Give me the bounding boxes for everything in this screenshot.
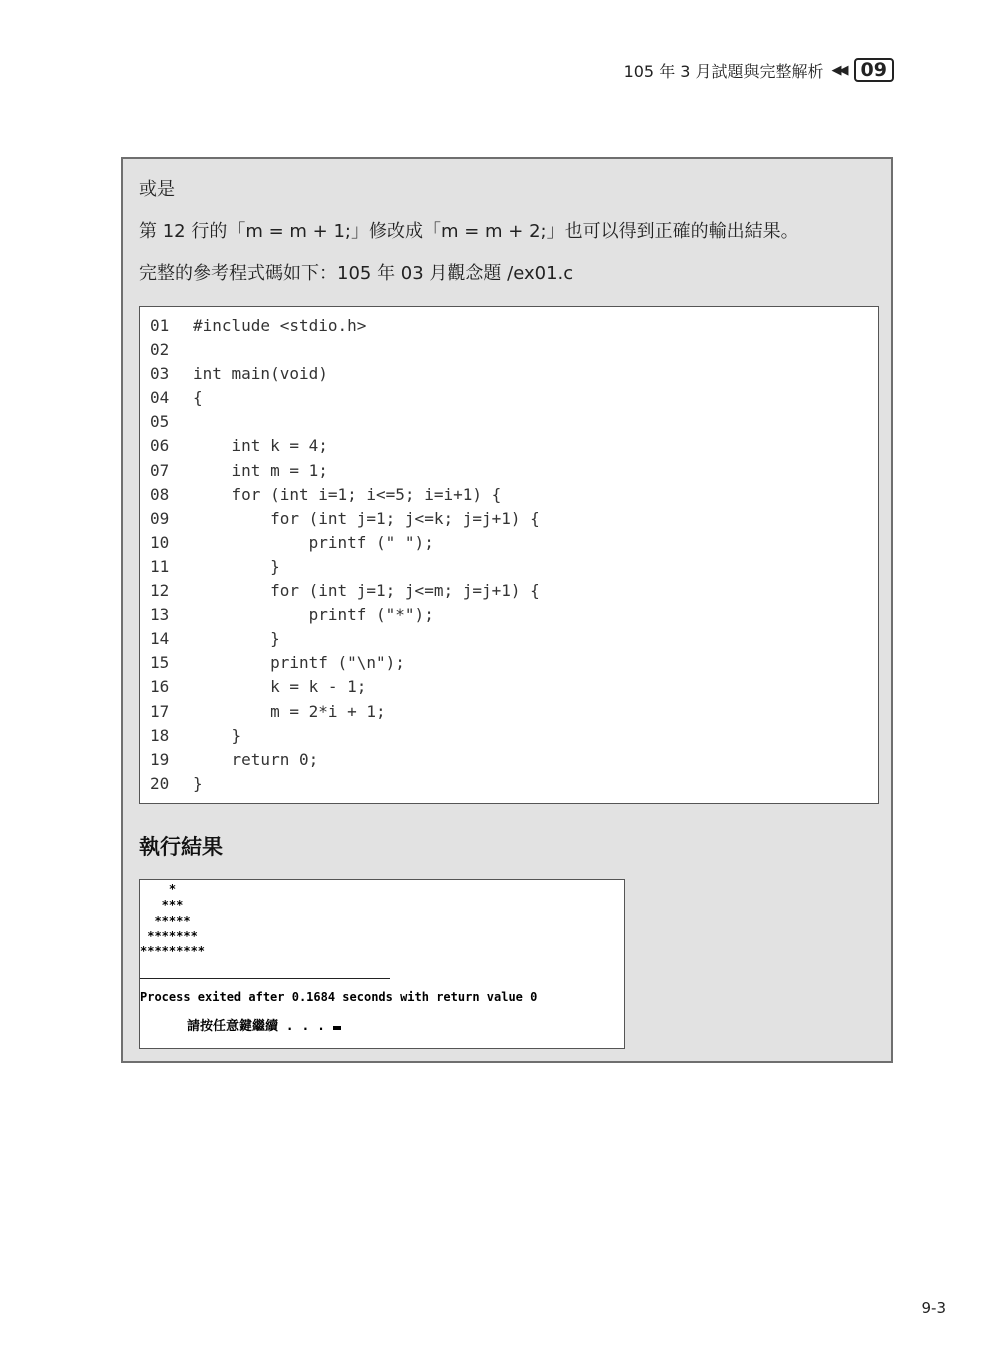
code-text: printf ("\n"); — [193, 653, 405, 673]
line-number: 19 — [150, 749, 170, 769]
code-text: return 0; — [193, 749, 319, 769]
line-number: 17 — [150, 701, 170, 721]
code-line — [140, 483, 878, 507]
code-text: #include <stdio.h> — [193, 316, 367, 335]
output-line: *** — [140, 898, 184, 912]
code-text: { — [193, 388, 203, 408]
code-text: } — [193, 556, 280, 576]
code-text: int m = 1; — [193, 460, 328, 480]
code-line — [140, 675, 878, 699]
line-number: 13 — [150, 605, 170, 625]
line-number: 02 — [150, 340, 170, 360]
line-number: 06 — [150, 436, 170, 456]
code-line — [140, 531, 878, 555]
cursor-icon — [333, 1026, 341, 1030]
code-text: } — [193, 725, 242, 745]
code-text: for (int i=1; i<=5; i=i+1) { — [193, 484, 502, 504]
code-text: } — [193, 773, 203, 793]
output-line: ********* — [140, 944, 206, 958]
line-number: 08 — [150, 484, 170, 504]
header-title: 105 年 3 月試題與完整解析 — [623, 61, 824, 81]
double-left-arrow-icon: ◀◀ — [831, 62, 846, 78]
code-line — [140, 314, 878, 338]
output-line: ***** — [140, 914, 191, 928]
code-line — [140, 579, 878, 603]
page-number: 9-3 — [921, 1299, 946, 1317]
text-reference-code-intro: 完整的參考程式碼如下：105 年 03 月觀念題 /ex01.c — [139, 263, 574, 284]
line-number: 05 — [150, 412, 170, 432]
text-or: 或是 — [139, 179, 175, 200]
code-text: int main(void) — [193, 364, 328, 384]
line-number: 01 — [150, 316, 170, 335]
code-text: for (int j=1; j<=m; j=j+1) { — [193, 581, 540, 601]
line-number: 10 — [150, 532, 170, 552]
code-line — [140, 748, 878, 772]
code-line — [140, 386, 878, 410]
code-line — [140, 410, 878, 434]
console-separator — [140, 978, 390, 979]
code-text: printf (" "); — [193, 532, 434, 552]
code-line — [140, 772, 878, 796]
line-number: 04 — [150, 388, 170, 408]
code-text: k = k - 1; — [193, 677, 367, 697]
code-text: int k = 4; — [193, 436, 328, 456]
code-line — [140, 434, 878, 458]
console-output — [139, 879, 625, 1049]
line-number: 09 — [150, 508, 170, 528]
output-line: ******* — [140, 929, 198, 943]
code-text: } — [193, 629, 280, 649]
code-line — [140, 651, 878, 675]
code-text: m = 2*i + 1; — [193, 701, 386, 721]
line-number: 07 — [150, 460, 170, 480]
code-line — [140, 362, 878, 386]
content-panel — [121, 157, 893, 1063]
code-line — [140, 459, 878, 483]
process-exit-line: Process exited after 0.1684 seconds with return value 0 — [140, 990, 538, 1004]
code-listing — [139, 306, 879, 804]
code-line — [140, 338, 878, 362]
text-modification-note: 第 12 行的「m = m + 1;」修改成「m = m + 2;」也可以得到正確的輸出結果。 — [139, 221, 799, 242]
result-title: 執行結果 — [139, 835, 223, 859]
chapter-badge: 09 — [854, 58, 894, 82]
code-line — [140, 700, 878, 724]
line-number: 20 — [150, 773, 170, 793]
code-line — [140, 507, 878, 531]
code-line — [140, 603, 878, 627]
code-text: printf ("*"); — [193, 605, 434, 625]
line-number: 14 — [150, 629, 170, 649]
line-number: 03 — [150, 364, 170, 384]
line-number: 15 — [150, 653, 170, 673]
code-text: for (int j=1; j<=k; j=j+1) { — [193, 508, 540, 528]
output-line: * — [140, 882, 177, 896]
line-number: 18 — [150, 725, 170, 745]
code-line — [140, 724, 878, 748]
press-any-key-text: 請按任意鍵繼續 . . . — [186, 1019, 333, 1034]
line-number: 11 — [150, 556, 170, 576]
press-any-key-line — [140, 1006, 341, 1048]
line-number: 16 — [150, 677, 170, 697]
page-header — [624, 58, 894, 82]
code-line — [140, 627, 878, 651]
code-line — [140, 555, 878, 579]
line-number: 12 — [150, 581, 170, 601]
